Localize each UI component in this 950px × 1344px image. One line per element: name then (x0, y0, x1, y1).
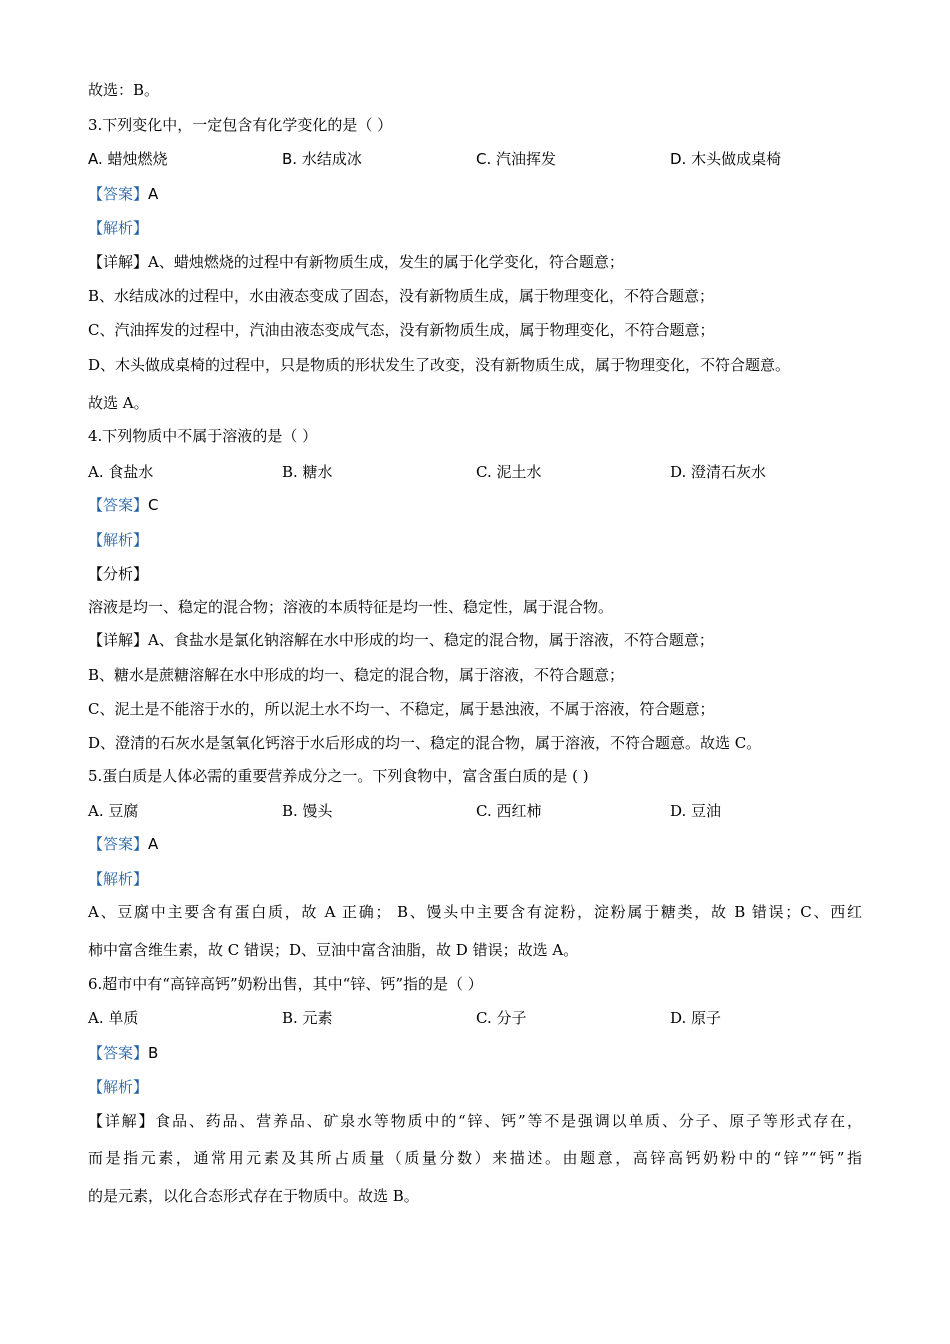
detail-text: A、蜡烛燃烧的过程中有新物质生成，发生的属于化学变化，符合题意； (148, 253, 624, 271)
detail-text: A、食盐水是氯化钠溶解在水中形成的均一、稳定的混合物，属于溶液，不符合题意； (148, 631, 714, 649)
q6-detail-line-3: 的是元素，以化合态形式存在于物质中。故选 B。 (88, 1187, 419, 1205)
detail-text: 食品、药品、营养品、矿泉水等物质中的“锌、钙”等不是强调以单质、分子、原子等形式存在， (155, 1112, 862, 1130)
q5-option-b: B. 馒头 (282, 802, 333, 820)
q6-answer (88, 1043, 158, 1063)
q5-options (88, 801, 888, 821)
q5-explanation-line-2: 柿中富含维生素，故 C 错误；D、豆油中富含油脂，故 D 错误；故选 A。 (88, 941, 579, 959)
q3-option-b: B. 水结成冰 (282, 150, 362, 168)
answer-label: 【答案】 (88, 835, 149, 853)
q3-conclusion: 故选 A。 (88, 394, 149, 412)
q5-option-d: D. 豆油 (670, 802, 722, 820)
answer-value: C (148, 496, 159, 514)
q4-analysis-text: 溶液是均一、稳定的混合物；溶液的本质特征是均一性、稳定性，属于混合物。 (88, 598, 614, 616)
q6-option-b: B. 元素 (282, 1009, 333, 1027)
q5-stem: 5.蛋白质是人体必需的重要营养成分之一。下列食物中，富含蛋白质的是 ( ) (88, 767, 589, 785)
q6-option-d: D. 原子 (670, 1009, 722, 1027)
detail-label: 【详解】 (88, 253, 149, 271)
q6-stem: 6.超市中有“高锌高钙”奶粉出售，其中“锌、钙”指的是（ ） (88, 975, 483, 993)
q3-detail-line-1 (88, 252, 624, 272)
q4-analysis-label: 【解析】 (88, 531, 149, 549)
q4-detail-line-1 (88, 630, 714, 650)
q3-option-c: C. 汽油挥发 (476, 150, 557, 168)
q3-detail-line-4: D、木头做成桌椅的过程中，只是物质的形状发生了改变，没有新物质生成，属于物理变化，不符合题意。 (88, 356, 791, 374)
q6-detail-line-1 (88, 1111, 862, 1131)
q5-answer (88, 834, 158, 854)
q3-stem: 3.下列变化中，一定包含有化学变化的是（ ） (88, 116, 393, 134)
q3-answer (88, 184, 158, 204)
q4-options (88, 462, 888, 482)
q4-detail-line-4: D、澄清的石灰水是氢氧化钙溶于水后形成的均一、稳定的混合物，属于溶液，不符合题意。故选 C。 (88, 734, 762, 752)
q6-analysis-label: 【解析】 (88, 1078, 149, 1096)
detail-label: 【详解】 (88, 631, 149, 649)
q3-options (88, 149, 888, 169)
q5-analysis-label: 【解析】 (88, 870, 149, 888)
q6-detail-line-2: 而是指元素，通常用元素及其所占质量（质量分数）来描述。由题意，高锌高钙奶粉中的“锌”“钙”指 (88, 1149, 862, 1167)
q5-option-a: A. 豆腐 (88, 802, 139, 820)
q4-detail-line-2: B、糖水是蔗糖溶解在水中形成的均一、稳定的混合物，属于溶液，不符合题意； (88, 666, 625, 684)
q3-detail-line-2: B、水结成冰的过程中，水由液态变成了固态，没有新物质生成，属于物理变化，不符合题意； (88, 287, 715, 305)
q3-analysis-label: 【解析】 (88, 219, 149, 237)
q3-detail-line-3: C、汽油挥发的过程中，汽油由液态变成气态，没有新物质生成，属于物理变化，不符合题意； (88, 321, 715, 339)
q4-stem: 4.下列物质中不属于溶液的是（ ） (88, 427, 318, 445)
q4-detail-line-3: C、泥土是不能溶于水的，所以泥土水不均一、不稳定，属于悬浊液，不属于溶液，符合题意； (88, 700, 715, 718)
q4-option-a: A. 食盐水 (88, 463, 154, 481)
q4-analysis-heading: 【分析】 (88, 565, 149, 583)
q4-option-c: C. 泥土水 (476, 463, 542, 481)
q3-option-d: D. 木头做成桌椅 (670, 150, 782, 168)
q6-option-a: A. 单质 (88, 1009, 139, 1027)
answer-value: B (148, 1044, 159, 1062)
q6-option-c: C. 分子 (476, 1009, 527, 1027)
q4-option-d: D. 澄清石灰水 (670, 463, 767, 481)
q5-option-c: C. 西红柿 (476, 802, 542, 820)
detail-label: 【详解】 (88, 1112, 156, 1130)
q6-options (88, 1008, 888, 1028)
answer-label: 【答案】 (88, 496, 149, 514)
q4-answer (88, 495, 159, 515)
q5-explanation-line-1: A、豆腐中主要含有蛋白质，故 A 正确； B、馒头中主要含有淀粉，淀粉属于糖类，故 B 错误；C、西红 (88, 903, 862, 921)
answer-label: 【答案】 (88, 1044, 149, 1062)
answer-value: A (148, 835, 159, 853)
answer-value: A (148, 185, 159, 203)
q4-option-b: B. 糖水 (282, 463, 333, 481)
previous-conclusion: 故选：B。 (88, 81, 160, 99)
q3-option-a: A. 蜡烛燃烧 (88, 150, 168, 168)
answer-label: 【答案】 (88, 185, 149, 203)
